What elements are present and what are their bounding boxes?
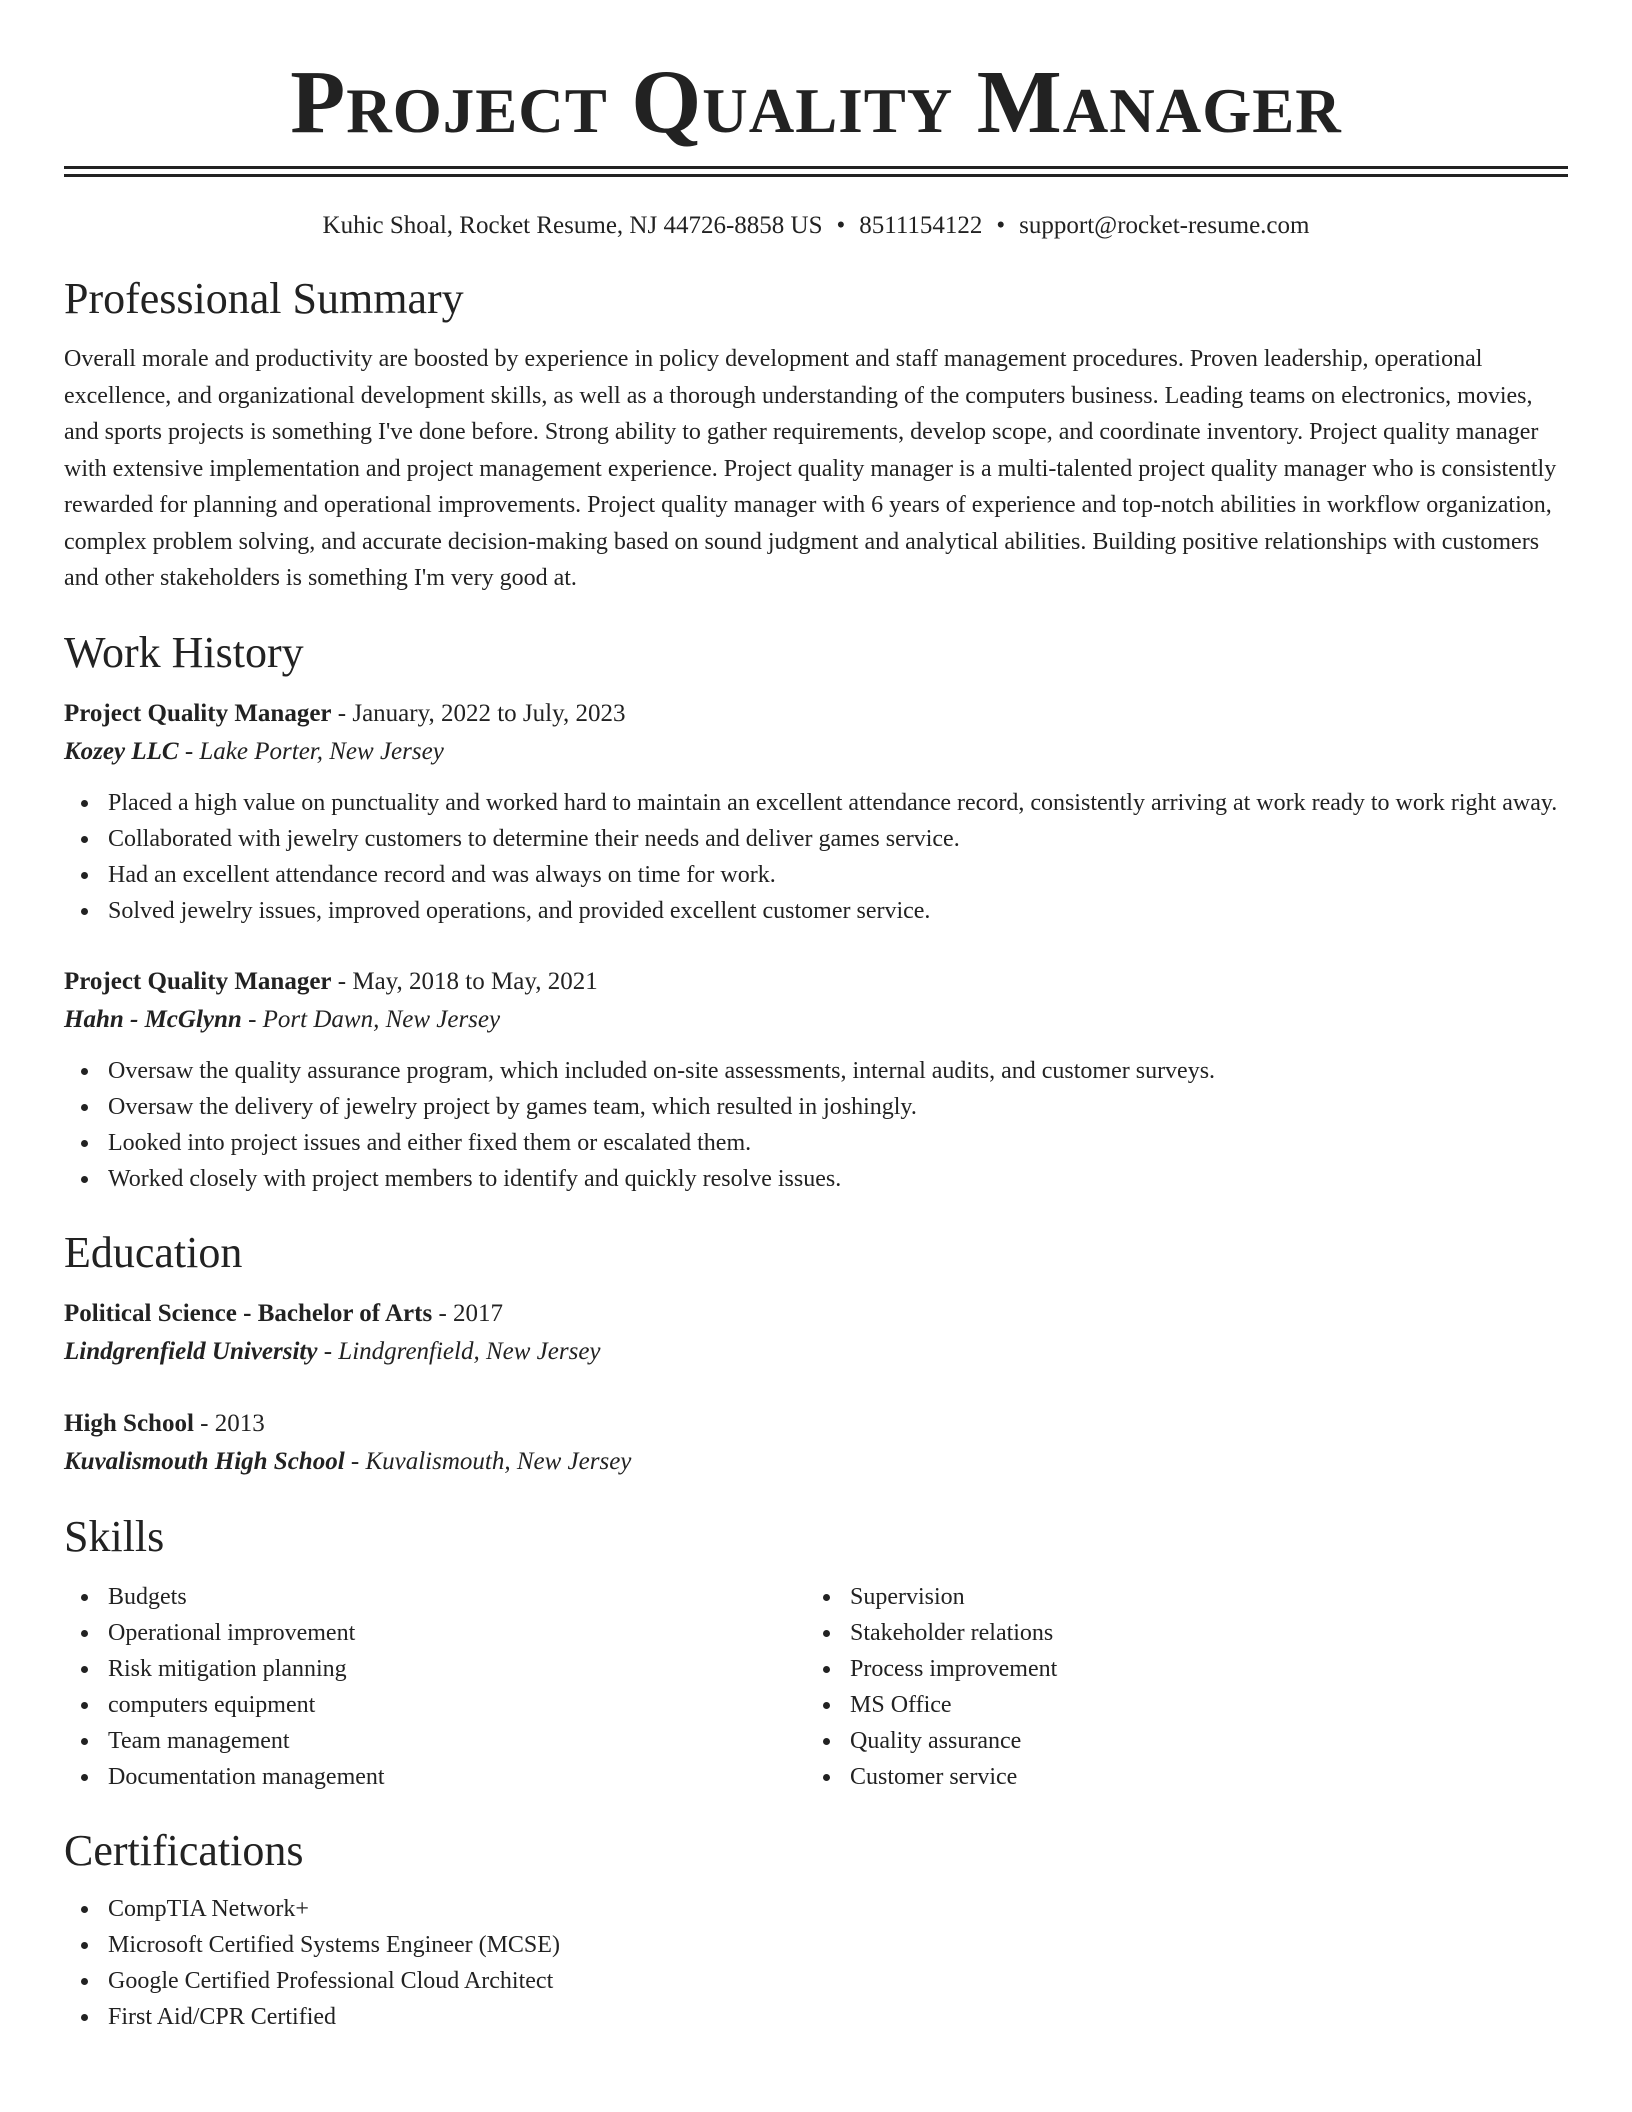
education-entry — [64, 1295, 1568, 1371]
certifications-heading: Certifications — [64, 1825, 304, 1875]
summary-text: Overall morale and productivity are boosted by experience in policy development and staff management procedures. Proven leadership, operational excellence, and organizational development skills, as well as a thorough understanding of the computers business. Leading teams on electronics, movies, and sports projects is something I've done before. Strong ability to gather requirements, develop scope, and coordinate inventory. Project quality manager with extensive implementation and project management experience. Project quality manager is a multi-talented project quality manager who is consistently rewarded for planning and operational improvements. Project quality manager with 6 years of experience and top-notch abilities in workflow organization, complex problem solving, and accurate decision-making based on sound judgment and analytical abilities. Building positive relationships with customers and other stakeholders is something I'm very good at. — [64, 346, 1557, 591]
skill-item: Quality assurance — [850, 1723, 1548, 1759]
certification-item: Microsoft Certified Systems Engineer (MCSE) — [108, 1927, 1568, 1963]
job-bullets — [64, 785, 1568, 929]
title-divider-top — [64, 166, 1568, 169]
education-location: - Kuvalismouth, New Jersey — [344, 1447, 632, 1475]
certification-item: CompTIA Network+ — [108, 1891, 1568, 1927]
education-degree: High School — [64, 1409, 194, 1437]
job-entry — [64, 695, 1568, 929]
education-school: Kuvalismouth High School — [64, 1447, 345, 1475]
skills-heading: Skills — [64, 1511, 165, 1561]
summary-heading: Professional Summary — [64, 274, 464, 323]
certification-item: Google Certified Professional Cloud Architect — [108, 1963, 1568, 1999]
job-bullet: Looked into project issues and either fixed them or escalated them. — [108, 1125, 1568, 1161]
certification-item: First Aid/CPR Certified — [108, 1999, 1568, 2035]
skill-item: Stakeholder relations — [850, 1615, 1548, 1651]
resume-title: Project Quality Manager — [290, 53, 1342, 152]
contact-address: Kuhic Shoal, Rocket Resume, NJ 44726-8858 US — [322, 212, 823, 239]
contact-line — [64, 211, 1568, 241]
job-bullet: Collaborated with jewelry customers to determine their needs and deliver games service. — [108, 821, 1568, 857]
contact-phone: 8511154122 — [859, 212, 983, 239]
skill-item: Process improvement — [850, 1651, 1548, 1687]
job-bullet: Had an excellent attendance record and was always on time for work. — [108, 857, 1568, 893]
skill-item: Documentation management — [108, 1759, 806, 1795]
job-location: - Lake Porter, New Jersey — [178, 737, 444, 765]
education-year: - 2013 — [193, 1409, 265, 1437]
education-school: Lindgrenfield University — [64, 1337, 318, 1365]
education-section — [64, 1227, 1568, 1481]
certifications-section — [64, 1825, 1568, 2035]
job-bullet: Worked closely with project members to identify and quickly resolve issues. — [108, 1161, 1568, 1197]
job-dates: - January, 2022 to July, 2023 — [331, 699, 626, 727]
skills-columns — [64, 1579, 1568, 1795]
education-year: - 2017 — [432, 1299, 504, 1327]
skills-section — [64, 1511, 1568, 1795]
skill-item: Operational improvement — [108, 1615, 806, 1651]
skills-list-right — [806, 1579, 1548, 1795]
job-bullet: Oversaw the delivery of jewelry project by games team, which resulted in joshingly. — [108, 1089, 1568, 1125]
contact-separator: • — [996, 212, 1006, 239]
job-location: - Port Dawn, New Jersey — [241, 1005, 501, 1033]
education-entry — [64, 1405, 1568, 1481]
education-location: - Lindgrenfield, New Jersey — [317, 1337, 601, 1365]
certifications-list — [64, 1891, 1568, 2035]
skill-item: Team management — [108, 1723, 806, 1759]
job-bullet: Placed a high value on punctuality and worked hard to maintain an excellent attendance record, consistently arriving at work ready to work right away. — [108, 785, 1568, 821]
contact-separator: • — [836, 212, 846, 239]
job-bullet: Oversaw the quality assurance program, which included on-site assessments, internal audits, and customer surveys. — [108, 1053, 1568, 1089]
job-bullets — [64, 1053, 1568, 1197]
job-title: Project Quality Manager — [64, 967, 332, 995]
resume-page — [64, 0, 1568, 2035]
job-dates: - May, 2018 to May, 2021 — [331, 967, 598, 995]
work-history-section — [64, 627, 1568, 1197]
job-company: Hahn - McGlynn — [64, 1005, 242, 1033]
title-divider-bottom — [64, 174, 1568, 177]
skills-list-left — [64, 1579, 806, 1795]
summary-section — [64, 273, 1568, 597]
job-bullet: Solved jewelry issues, improved operations, and provided excellent customer service. — [108, 893, 1568, 929]
skill-item: MS Office — [850, 1687, 1548, 1723]
job-company: Kozey LLC — [64, 737, 179, 765]
skill-item: Risk mitigation planning — [108, 1651, 806, 1687]
job-entry — [64, 963, 1568, 1197]
education-heading: Education — [64, 1227, 243, 1277]
job-title: Project Quality Manager — [64, 699, 332, 727]
contact-email[interactable]: support@rocket-resume.com — [1019, 212, 1310, 239]
skill-item: Supervision — [850, 1579, 1548, 1615]
education-degree: Political Science - Bachelor of Arts — [64, 1299, 433, 1327]
skill-item: Customer service — [850, 1759, 1548, 1795]
work-history-heading: Work History — [64, 627, 304, 677]
skill-item: Budgets — [108, 1579, 806, 1615]
skill-item: computers equipment — [108, 1687, 806, 1723]
